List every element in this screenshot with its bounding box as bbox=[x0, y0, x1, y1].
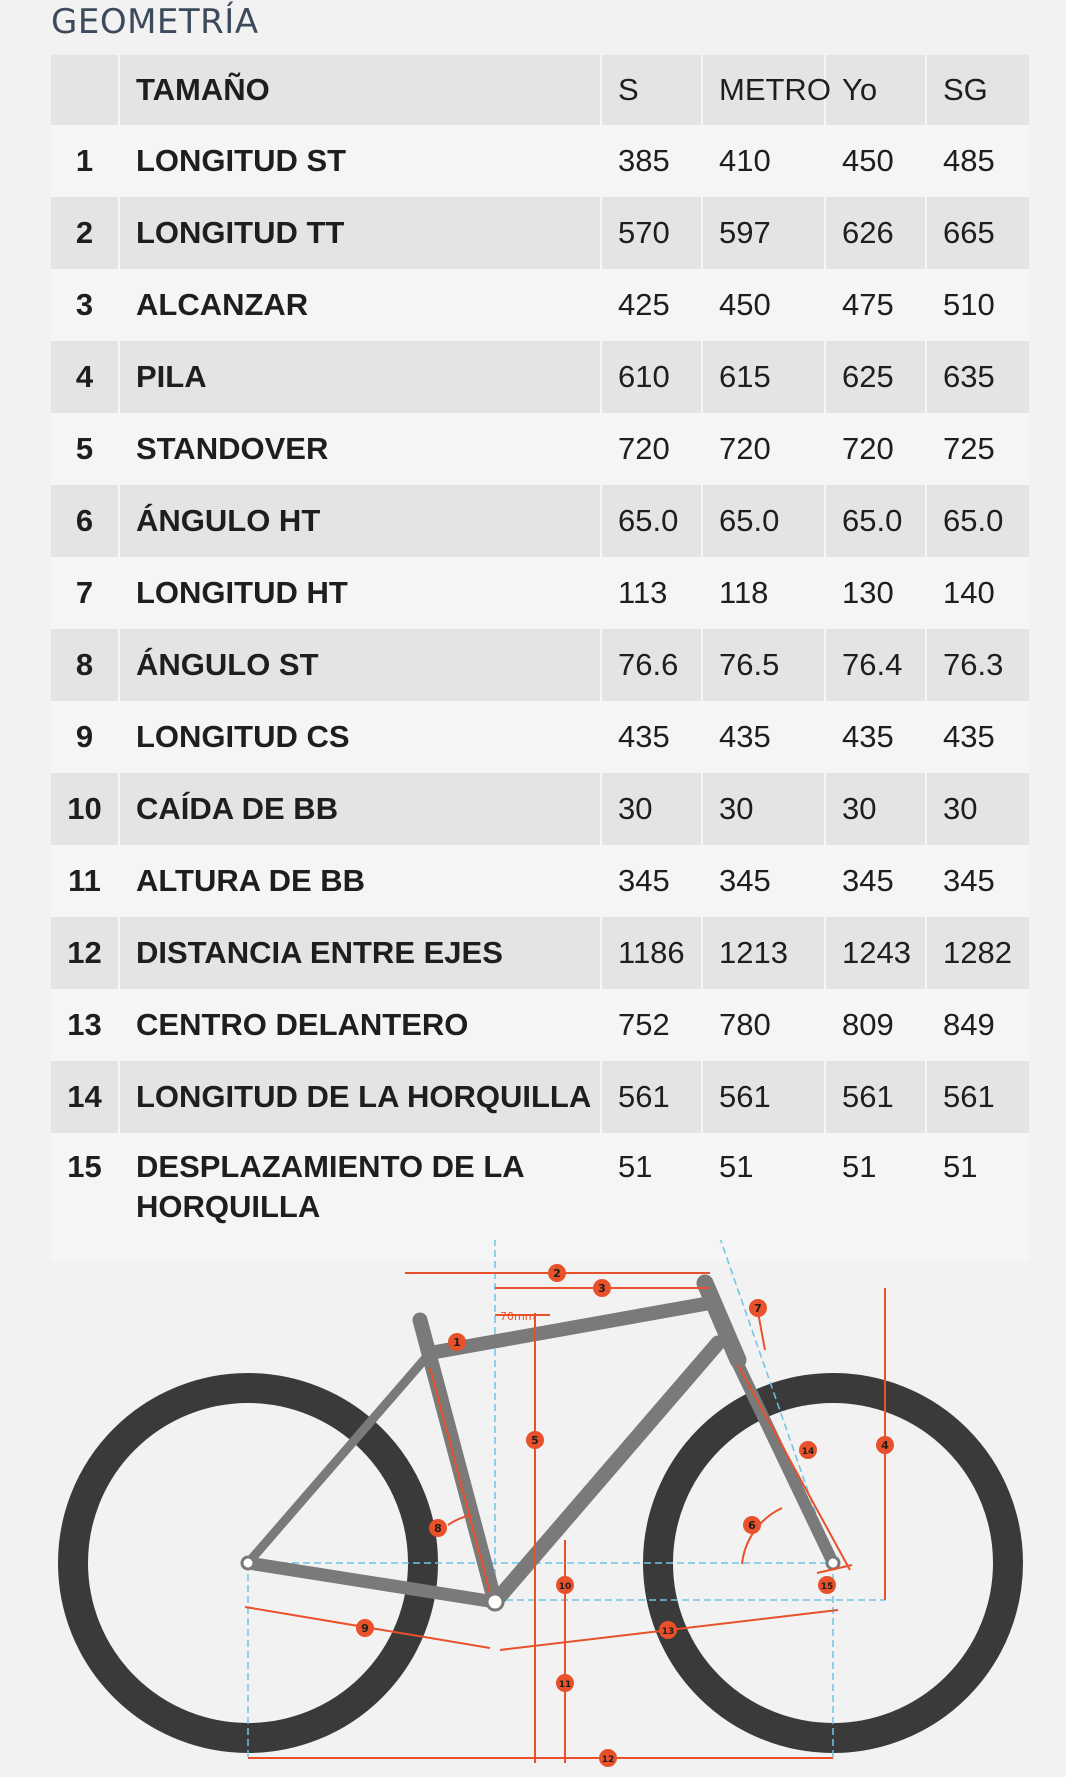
value-xl: 510 bbox=[926, 269, 1029, 341]
value-m: 615 bbox=[702, 341, 825, 413]
row-number: 10 bbox=[51, 773, 119, 845]
row-label: LONGITUD HT bbox=[119, 557, 601, 629]
table-row bbox=[51, 1061, 1029, 1133]
value-s: 345 bbox=[601, 845, 702, 917]
diagram-marker-6 bbox=[743, 1516, 761, 1534]
diagram-marker-label: 8 bbox=[434, 1522, 442, 1535]
diagram-marker-13 bbox=[659, 1621, 677, 1639]
row-number: 12 bbox=[51, 917, 119, 989]
row-label: ALCANZAR bbox=[119, 269, 601, 341]
rear-axle bbox=[242, 1557, 254, 1569]
diagram-marker-label: 12 bbox=[601, 1755, 615, 1765]
row-label: PILA bbox=[119, 341, 601, 413]
bottom-bracket bbox=[487, 1594, 503, 1610]
row-number: 11 bbox=[51, 845, 119, 917]
value-xl: 140 bbox=[926, 557, 1029, 629]
value-s: 561 bbox=[601, 1061, 702, 1133]
diagram-marker-14 bbox=[799, 1441, 817, 1459]
value-xl: 561 bbox=[926, 1061, 1029, 1133]
row-number: 1 bbox=[51, 125, 119, 197]
value-l: 65.0 bbox=[825, 485, 926, 557]
value-m: 118 bbox=[702, 557, 825, 629]
diagram-marker-label: 9 bbox=[361, 1622, 369, 1635]
table-row bbox=[51, 845, 1029, 917]
row-label: CENTRO DELANTERO bbox=[119, 989, 601, 1061]
diagram-marker-5 bbox=[526, 1431, 544, 1449]
value-l: 345 bbox=[825, 845, 926, 917]
value-xl: 435 bbox=[926, 701, 1029, 773]
value-s: 51 bbox=[601, 1133, 702, 1261]
row-number: 2 bbox=[51, 197, 119, 269]
value-l: 130 bbox=[825, 557, 926, 629]
row-number: 6 bbox=[51, 485, 119, 557]
value-m: 410 bbox=[702, 125, 825, 197]
value-xl: 30 bbox=[926, 773, 1029, 845]
value-l: 720 bbox=[825, 413, 926, 485]
row-label: STANDOVER bbox=[119, 413, 601, 485]
diagram-marker-11 bbox=[556, 1674, 574, 1692]
value-xl: 51 bbox=[926, 1133, 1029, 1261]
value-s: 752 bbox=[601, 989, 702, 1061]
row-number: 5 bbox=[51, 413, 119, 485]
row-number: 9 bbox=[51, 701, 119, 773]
value-l: 475 bbox=[825, 269, 926, 341]
diagram-marker-8 bbox=[429, 1519, 447, 1537]
table-header-row bbox=[51, 55, 1029, 125]
value-m: 780 bbox=[702, 989, 825, 1061]
diagram-marker-3 bbox=[593, 1279, 611, 1297]
geometry-table bbox=[51, 55, 1029, 1261]
diagram-marker-9 bbox=[356, 1619, 374, 1637]
table-row bbox=[51, 269, 1029, 341]
diagram-marker-4 bbox=[876, 1436, 894, 1454]
row-number: 4 bbox=[51, 341, 119, 413]
row-number: 7 bbox=[51, 557, 119, 629]
value-l: 51 bbox=[825, 1133, 926, 1261]
value-s: 113 bbox=[601, 557, 702, 629]
header-size-l: Yo bbox=[825, 55, 926, 125]
diagram-marker-label: 10 bbox=[558, 1582, 572, 1592]
value-m: 435 bbox=[702, 701, 825, 773]
value-m: 65.0 bbox=[702, 485, 825, 557]
value-xl: 849 bbox=[926, 989, 1029, 1061]
table-row bbox=[51, 917, 1029, 989]
value-l: 450 bbox=[825, 125, 926, 197]
row-number: 13 bbox=[51, 989, 119, 1061]
row-number: 14 bbox=[51, 1061, 119, 1133]
table-row bbox=[51, 197, 1029, 269]
row-number: 15 bbox=[51, 1133, 119, 1261]
row-label: LONGITUD CS bbox=[119, 701, 601, 773]
diagram-marker-label: 2 bbox=[553, 1267, 561, 1280]
header-size-xl: SG bbox=[926, 55, 1029, 125]
value-m: 561 bbox=[702, 1061, 825, 1133]
value-m: 76.5 bbox=[702, 629, 825, 701]
row-label: ALTURA DE BB bbox=[119, 845, 601, 917]
value-xl: 76.3 bbox=[926, 629, 1029, 701]
value-xl: 345 bbox=[926, 845, 1029, 917]
table-row bbox=[51, 413, 1029, 485]
value-s: 385 bbox=[601, 125, 702, 197]
row-label: ÁNGULO ST bbox=[119, 629, 601, 701]
value-xl: 665 bbox=[926, 197, 1029, 269]
diagram-marker-label: 7 bbox=[754, 1302, 762, 1315]
row-label: LONGITUD ST bbox=[119, 125, 601, 197]
diagram-marker-1 bbox=[448, 1333, 466, 1351]
bike-geometry-diagram bbox=[0, 1240, 1066, 1777]
section-title: GEOMETRÍA bbox=[51, 2, 259, 42]
row-label: DESPLAZAMIENTO DE LA HORQUILLA bbox=[119, 1133, 601, 1261]
value-l: 30 bbox=[825, 773, 926, 845]
table-row bbox=[51, 485, 1029, 557]
value-l: 1243 bbox=[825, 917, 926, 989]
diagram-marker-10 bbox=[556, 1576, 574, 1594]
chain-stay bbox=[248, 1563, 495, 1602]
value-m: 30 bbox=[702, 773, 825, 845]
row-label: CAÍDA DE BB bbox=[119, 773, 601, 845]
value-s: 65.0 bbox=[601, 485, 702, 557]
row-label: ÁNGULO HT bbox=[119, 485, 601, 557]
value-l: 626 bbox=[825, 197, 926, 269]
header-num bbox=[51, 55, 119, 125]
table-row bbox=[51, 773, 1029, 845]
value-m: 1213 bbox=[702, 917, 825, 989]
value-s: 1186 bbox=[601, 917, 702, 989]
value-s: 435 bbox=[601, 701, 702, 773]
value-l: 625 bbox=[825, 341, 926, 413]
value-s: 570 bbox=[601, 197, 702, 269]
table-row bbox=[51, 701, 1029, 773]
diagram-marker-label: 4 bbox=[881, 1439, 889, 1452]
dimension-note-70mm: 70mm bbox=[500, 1310, 536, 1323]
header-size-s: S bbox=[601, 55, 702, 125]
diagram-marker-label: 13 bbox=[661, 1627, 675, 1637]
top-tube bbox=[430, 1303, 710, 1353]
diagram-marker-2 bbox=[548, 1264, 566, 1282]
value-s: 720 bbox=[601, 413, 702, 485]
diagram-marker-label: 6 bbox=[748, 1519, 756, 1532]
value-s: 30 bbox=[601, 773, 702, 845]
value-l: 76.4 bbox=[825, 629, 926, 701]
value-xl: 725 bbox=[926, 413, 1029, 485]
value-m: 345 bbox=[702, 845, 825, 917]
value-m: 51 bbox=[702, 1133, 825, 1261]
diagram-marker-label: 15 bbox=[820, 1582, 834, 1592]
diagram-marker-label: 11 bbox=[558, 1680, 572, 1690]
row-label: DISTANCIA ENTRE EJES bbox=[119, 917, 601, 989]
value-xl: 65.0 bbox=[926, 485, 1029, 557]
table-row bbox=[51, 557, 1029, 629]
value-m: 597 bbox=[702, 197, 825, 269]
diagram-marker-label: 14 bbox=[801, 1447, 815, 1457]
row-label: LONGITUD DE LA HORQUILLA bbox=[119, 1061, 601, 1133]
value-xl: 1282 bbox=[926, 917, 1029, 989]
value-l: 435 bbox=[825, 701, 926, 773]
table-row bbox=[51, 341, 1029, 413]
value-l: 809 bbox=[825, 989, 926, 1061]
value-l: 561 bbox=[825, 1061, 926, 1133]
value-s: 76.6 bbox=[601, 629, 702, 701]
diagram-marker-7 bbox=[749, 1299, 767, 1317]
row-label: LONGITUD TT bbox=[119, 197, 601, 269]
value-m: 720 bbox=[702, 413, 825, 485]
diagram-marker-label: 1 bbox=[453, 1336, 461, 1349]
value-m: 450 bbox=[702, 269, 825, 341]
diagram-marker-label: 3 bbox=[598, 1282, 606, 1295]
diagram-marker-15 bbox=[818, 1576, 836, 1594]
front-axle bbox=[827, 1557, 839, 1569]
row-number: 3 bbox=[51, 269, 119, 341]
value-xl: 485 bbox=[926, 125, 1029, 197]
table-row bbox=[51, 989, 1029, 1061]
table-row bbox=[51, 125, 1029, 197]
header-size-m: METRO bbox=[702, 55, 825, 125]
diagram-marker-12 bbox=[599, 1749, 617, 1767]
table-row bbox=[51, 629, 1029, 701]
diagram-marker-label: 5 bbox=[531, 1434, 539, 1447]
value-s: 610 bbox=[601, 341, 702, 413]
row-number: 8 bbox=[51, 629, 119, 701]
header-size-label: TAMAÑO bbox=[119, 55, 601, 125]
value-s: 425 bbox=[601, 269, 702, 341]
value-xl: 635 bbox=[926, 341, 1029, 413]
